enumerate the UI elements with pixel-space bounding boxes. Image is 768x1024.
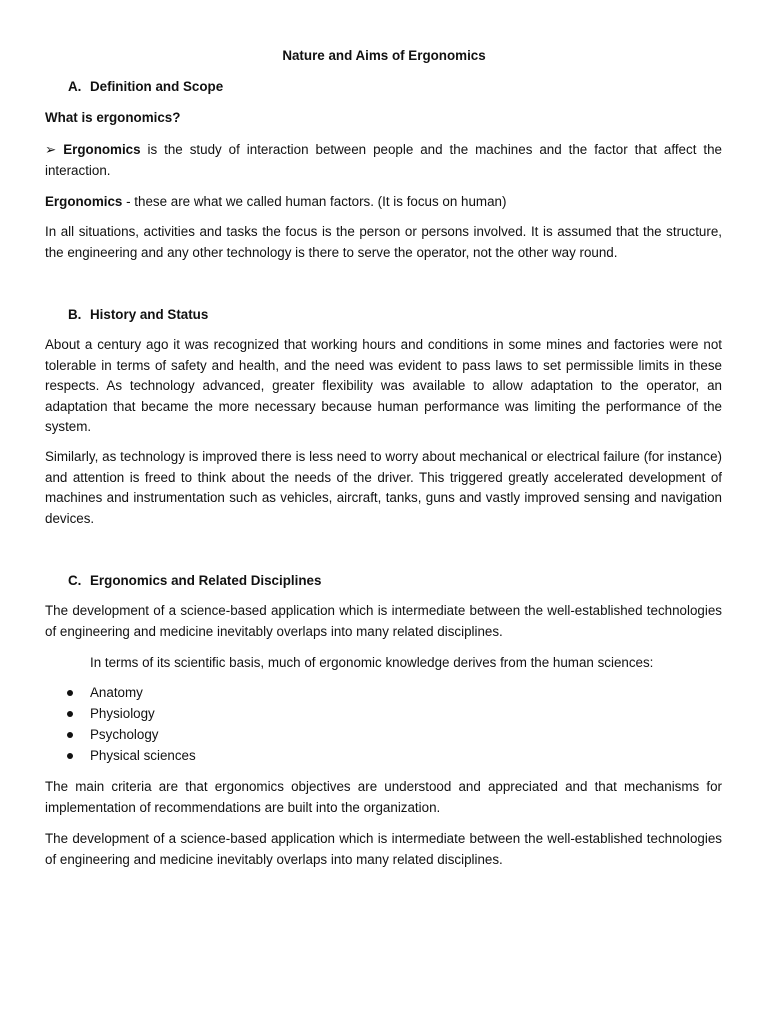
disciplines-list bbox=[45, 683, 196, 767]
section-a-paragraph-3: In all situations, activities and tasks the focus is the person or persons involved. It is assumed that the structure, the engineering and any other technology is there to serve the operator, not the other way round. bbox=[45, 224, 722, 260]
list-item bbox=[45, 683, 196, 704]
bullet-icon bbox=[67, 711, 73, 717]
section-a-question: What is ergonomics? bbox=[45, 110, 181, 125]
section-a-title: Definition and Scope bbox=[90, 79, 224, 94]
section-c-paragraph-1: The development of a science-based application which is intermediate between the well-established technologies of engineering and medicine inevitably overlaps into many related disciplines. bbox=[45, 603, 722, 639]
list-item-label: Physiology bbox=[90, 706, 155, 721]
bullet-icon bbox=[67, 732, 73, 738]
list-item bbox=[45, 725, 196, 746]
list-item-label: Anatomy bbox=[90, 685, 143, 700]
list-item-label: Physical sciences bbox=[90, 748, 196, 763]
arrow-bullet-icon: ➢ bbox=[45, 142, 57, 157]
term-ergonomics-2: Ergonomics bbox=[45, 194, 123, 209]
section-c-paragraph-2: The main criteria are that ergonomics objectives are understood and appreciated and that mechanisms for implementation of recommendations are built into the organization. bbox=[45, 779, 722, 815]
section-b-paragraph-1: About a century ago it was recognized that working hours and conditions in some mines and factories were not tolerable in terms of safety and health, and the need was evident to pass laws to set permissible limits in these respects. As technology advanced, greater flexibility was available to allow adaptation to the operator, an adaptation that became the more necessary because human performance was limiting the performance of the system. bbox=[45, 337, 722, 435]
section-b-title: History and Status bbox=[90, 307, 209, 322]
section-c-indented-line: In terms of its scientific basis, much of ergonomic knowledge derives from the human sciences: bbox=[90, 655, 654, 670]
document-title: Nature and Aims of Ergonomics bbox=[282, 48, 486, 63]
section-a-paragraph-2 bbox=[45, 192, 722, 213]
definition-text: is the study of interaction between people and the machines and the factor that affect the interaction. bbox=[45, 142, 722, 178]
term-ergonomics: Ergonomics bbox=[63, 142, 141, 157]
bullet-icon bbox=[67, 753, 73, 759]
human-factors-text: - these are what we called human factors. (It is focus on human) bbox=[122, 194, 507, 209]
section-b-paragraph-2: Similarly, as technology is improved there is less need to worry about mechanical or electrical failure (for instance) and attention is freed to think about the needs of the driver. This triggered greatly accelerated development of machines and instrumentation such as vehicles, aircraft, tanks, guns and vastly improved sensing and navigation devices. bbox=[45, 449, 722, 526]
list-item bbox=[45, 746, 196, 767]
section-c-letter: C. bbox=[68, 573, 82, 588]
section-c-paragraph-3: The development of a science-based application which is intermediate between the well-established technologies of engineering and medicine inevitably overlaps into many related disciplines. bbox=[45, 831, 722, 867]
list-item bbox=[45, 704, 196, 725]
list-item-label: Psychology bbox=[90, 727, 159, 742]
section-a-heading bbox=[68, 77, 223, 98]
section-b-letter: B. bbox=[68, 307, 82, 322]
bullet-icon bbox=[67, 690, 73, 696]
section-c-title: Ergonomics and Related Disciplines bbox=[90, 573, 322, 588]
section-b-heading bbox=[68, 305, 208, 326]
section-c-heading bbox=[68, 571, 321, 592]
section-a-paragraph-1 bbox=[45, 140, 722, 181]
section-a-letter: A. bbox=[68, 79, 82, 94]
